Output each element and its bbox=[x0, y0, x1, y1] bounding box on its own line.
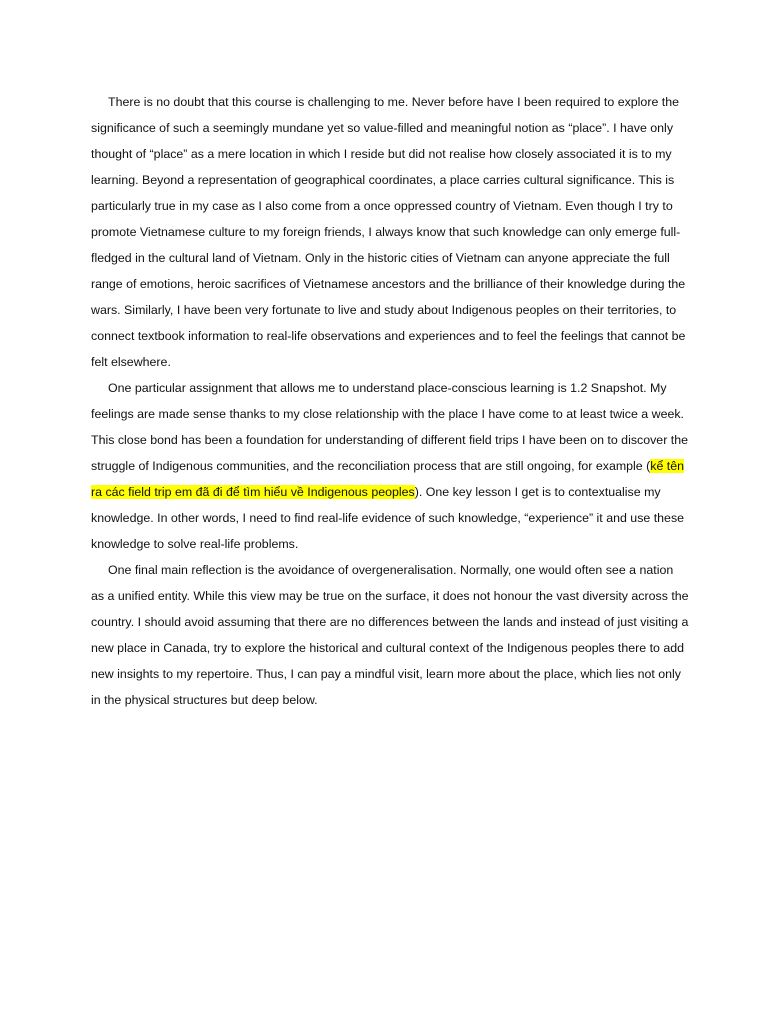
paragraph-reflection-text: One final main reflection is the avoidance of overgeneralisation. Normally, one would often see a nation as a unified entity. While this view may be true on the surface, it does not honour the vast diversity across the country. I should avoid assuming that there are no differences between the lands and instead of just visiting a new place in Canada, try to explore the historical and cultural context of the Indigenous peoples there to add new insights to my repertoire. Thus, I can pay a mindful visit, learn more about the place, which lies not only in the physical structures but deep below. bbox=[91, 563, 689, 707]
paragraph-snapshot-text-start: One particular assignment that allows me to understand place-conscious learning is 1.2 Snapshot. My feelings are made sense thanks to my close relationship with the place I have come to at least twice a week. This close bond has been a foundation for understanding of different field trips I have been on to discover the struggle of Indigenous communities, and the reconciliation process that are still ongoing, for example ( bbox=[91, 381, 688, 473]
highlighted-placeholder-text: kể tên ra các field trip em đã đi để tìm hiểu về Indigenous peoples bbox=[91, 459, 685, 499]
paragraph-intro bbox=[91, 89, 689, 375]
paragraph-snapshot-text-end: ). One key lesson I get is to contextualise my knowledge. In other words, I need to find real-life evidence of such knowledge, “experience” it and use these knowledge to solve real-life problems. bbox=[91, 485, 685, 551]
paragraph-intro-text: There is no doubt that this course is challenging to me. Never before have I been required to explore the significance of such a seemingly mundane yet so value-filled and meaningful notion as “place”. I have only thought of “place” as a mere location in which I reside but did not realise how closely associated it is to my learning. Beyond a representation of geographical coordinates, a place carries cultural significance. This is particularly true in my case as I also come from a once oppressed country of Vietnam. Even though I try to promote Vietnamese culture to my foreign friends, I always know that such knowledge can only emerge full-fledged in the cultural land of Vietnam. Only in the historic cities of Vietnam can anyone appreciate the full range of emotions, heroic sacrifices of Vietnamese ancestors and the brilliance of their knowledge during the wars. Similarly, I have been very fortunate to live and study about Indigenous peoples on their territories, to connect textbook information to real-life observations and experiences and to feel the feelings that cannot be felt elsewhere. bbox=[91, 95, 686, 369]
paragraph-reflection bbox=[91, 557, 689, 713]
paragraph-snapshot bbox=[91, 375, 689, 557]
document-body bbox=[91, 89, 689, 713]
